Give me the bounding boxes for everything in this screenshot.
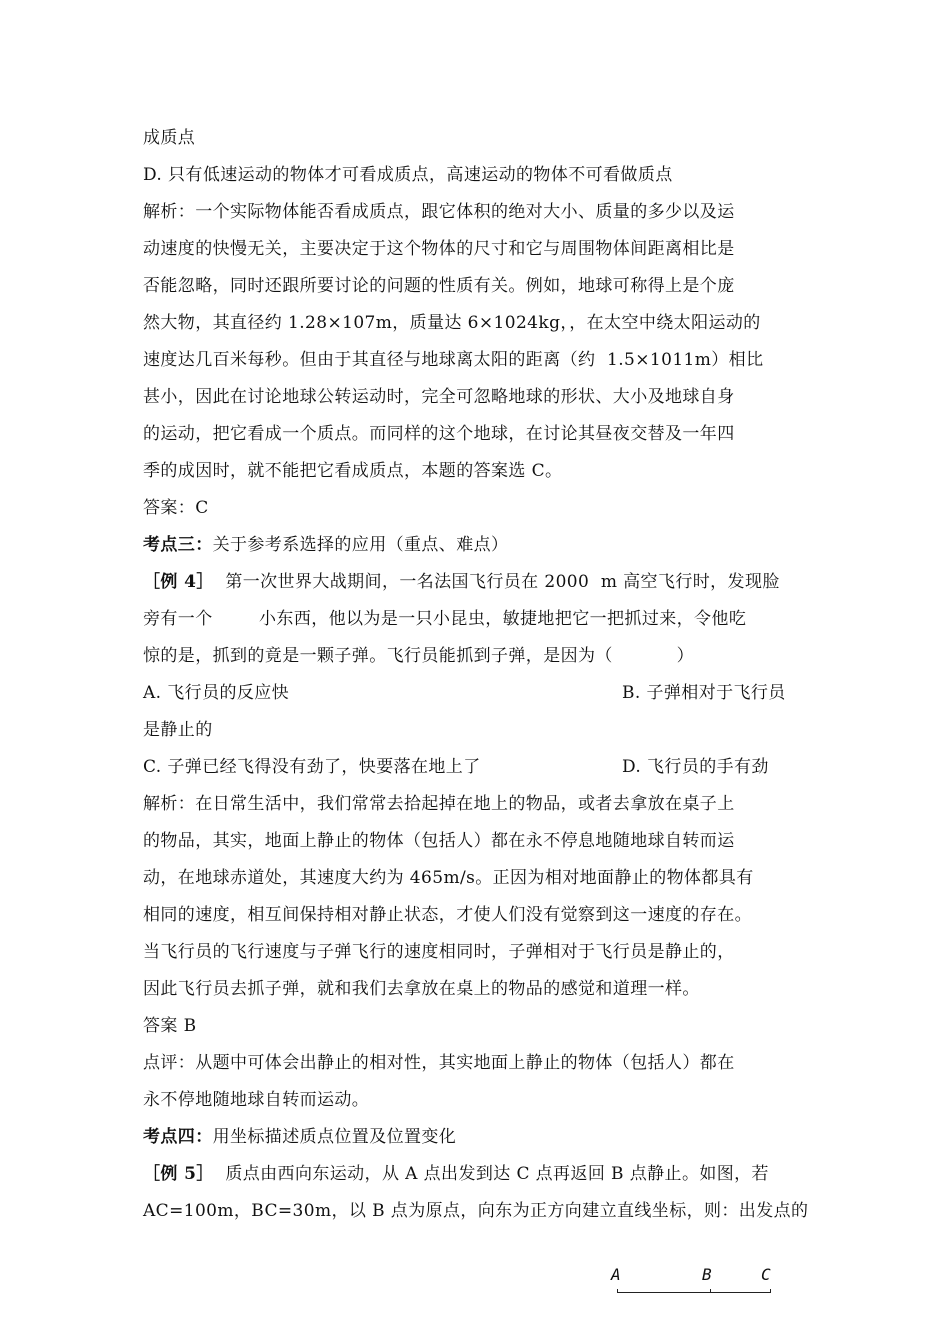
analysis-line: 解析：在日常生活中，我们常常去拾起掉在地上的物品，或者去拿放在桌子上 [143, 794, 735, 814]
coordinate-axis-line [617, 1292, 771, 1293]
section-heading-4 [143, 1126, 456, 1148]
section-heading-label: 考点四： [143, 1127, 213, 1147]
section-heading-text: 用坐标描述质点位置及位置变化 [212, 1127, 457, 1147]
analysis-line: 的运动，把它看成一个质点。而同样的这个地球，在讨论其昼夜交替及一年四 [143, 424, 735, 444]
option-c: C. 子弹已经飞得没有劲了，快要落在地上了 [143, 757, 481, 777]
answer-line: 答案 B [143, 1016, 197, 1036]
analysis-line: 动，在地球赤道处，其速度大约为 465m/s。正因为相对地面静止的物体都具有 [143, 868, 754, 888]
analysis-line: 因此飞行员去抓子弹，就和我们去拿放在桌上的物品的感觉和道理一样。 [143, 979, 700, 999]
section-heading-text: 关于参考系选择的应用（重点、难点） [212, 535, 509, 555]
analysis-line: 相同的速度，相互间保持相对静止状态，才使人们没有觉察到这一速度的存在。 [143, 905, 752, 925]
option-d: D. 只有低速运动的物体才可看成质点，高速运动的物体不可看做质点 [143, 165, 673, 185]
analysis-line: 速度达几百米每秒。但由于其直径与地球离太阳的距离（约 1.5×1011m）相比 [143, 350, 764, 370]
point-c-tick [770, 1289, 771, 1293]
answer-line: 答案：C [143, 498, 209, 518]
example-4-line [143, 571, 780, 593]
point-b-label: B [702, 1265, 712, 1284]
analysis-line: 当飞行员的飞行速度与子弹飞行的速度相同时，子弹相对于飞行员是静止的， [143, 942, 735, 962]
option-b: B. 子弹相对于飞行员 [622, 683, 786, 703]
text-line: AC=100m，BC=30m，以 B 点为原点，向东为正方向建立直线坐标，则：出发点的 [143, 1201, 809, 1221]
analysis-line: 动速度的快慢无关，主要决定于这个物体的尺寸和它与周围物体间距离相比是 [143, 239, 735, 259]
option-d: D. 飞行员的手有劲 [622, 757, 769, 777]
example-label: ［例 4］ [143, 572, 214, 592]
point-a-tick [617, 1289, 618, 1293]
comment-line: 点评：从题中可体会出静止的相对性，其实地面上静止的物体（包括人）都在 [143, 1053, 735, 1073]
example-5-line [143, 1163, 769, 1185]
option-a: A. 飞行员的反应快 [143, 683, 290, 703]
point-c-label: C [761, 1265, 771, 1284]
analysis-line: 甚小，因此在讨论地球公转运动时，完全可忽略地球的形状、大小及地球自身 [143, 387, 735, 407]
section-heading-3 [143, 534, 508, 556]
coordinate-line-figure [605, 1265, 785, 1305]
analysis-line: 否能忽略，同时还跟所要讨论的问题的性质有关。例如，地球可称得上是个庞 [143, 276, 735, 296]
section-heading-label: 考点三： [143, 535, 213, 555]
comment-line: 永不停地随地球自转而运动。 [143, 1090, 370, 1110]
example-text: 质点由西向东运动，从 A 点出发到达 C 点再返回 B 点静止。如图，若 [213, 1164, 769, 1184]
option-b-continued: 是静止的 [143, 720, 213, 740]
point-a-label: A [611, 1265, 621, 1284]
point-b-tick [710, 1289, 711, 1293]
analysis-line: 季的成因时，就不能把它看成质点，本题的答案选 C。 [143, 461, 563, 481]
analysis-line: 的物品，其实，地面上静止的物体（包括人）都在永不停息地随地球自转而运 [143, 831, 735, 851]
text-line: 旁有一个 小东西，他以为是一只小昆虫，敏捷地把它一把抓过来，令他吃 [143, 609, 747, 629]
example-text: 第一次世界大战期间，一名法国飞行员在 2000 m 高空飞行时，发现脸 [213, 572, 780, 592]
text-line: 惊的是，抓到的竟是一颗子弹。飞行员能抓到子弹，是因为（ ） [143, 646, 695, 666]
analysis-line: 解析：一个实际物体能否看成质点，跟它体积的绝对大小、质量的多少以及运 [143, 202, 735, 222]
example-label: ［例 5］ [143, 1164, 214, 1184]
text-line: 成质点 [143, 128, 196, 148]
analysis-line: 然大物，其直径约 1.28×107m，质量达 6×1024kg，，在太空中绕太阳运动的 [143, 313, 761, 333]
